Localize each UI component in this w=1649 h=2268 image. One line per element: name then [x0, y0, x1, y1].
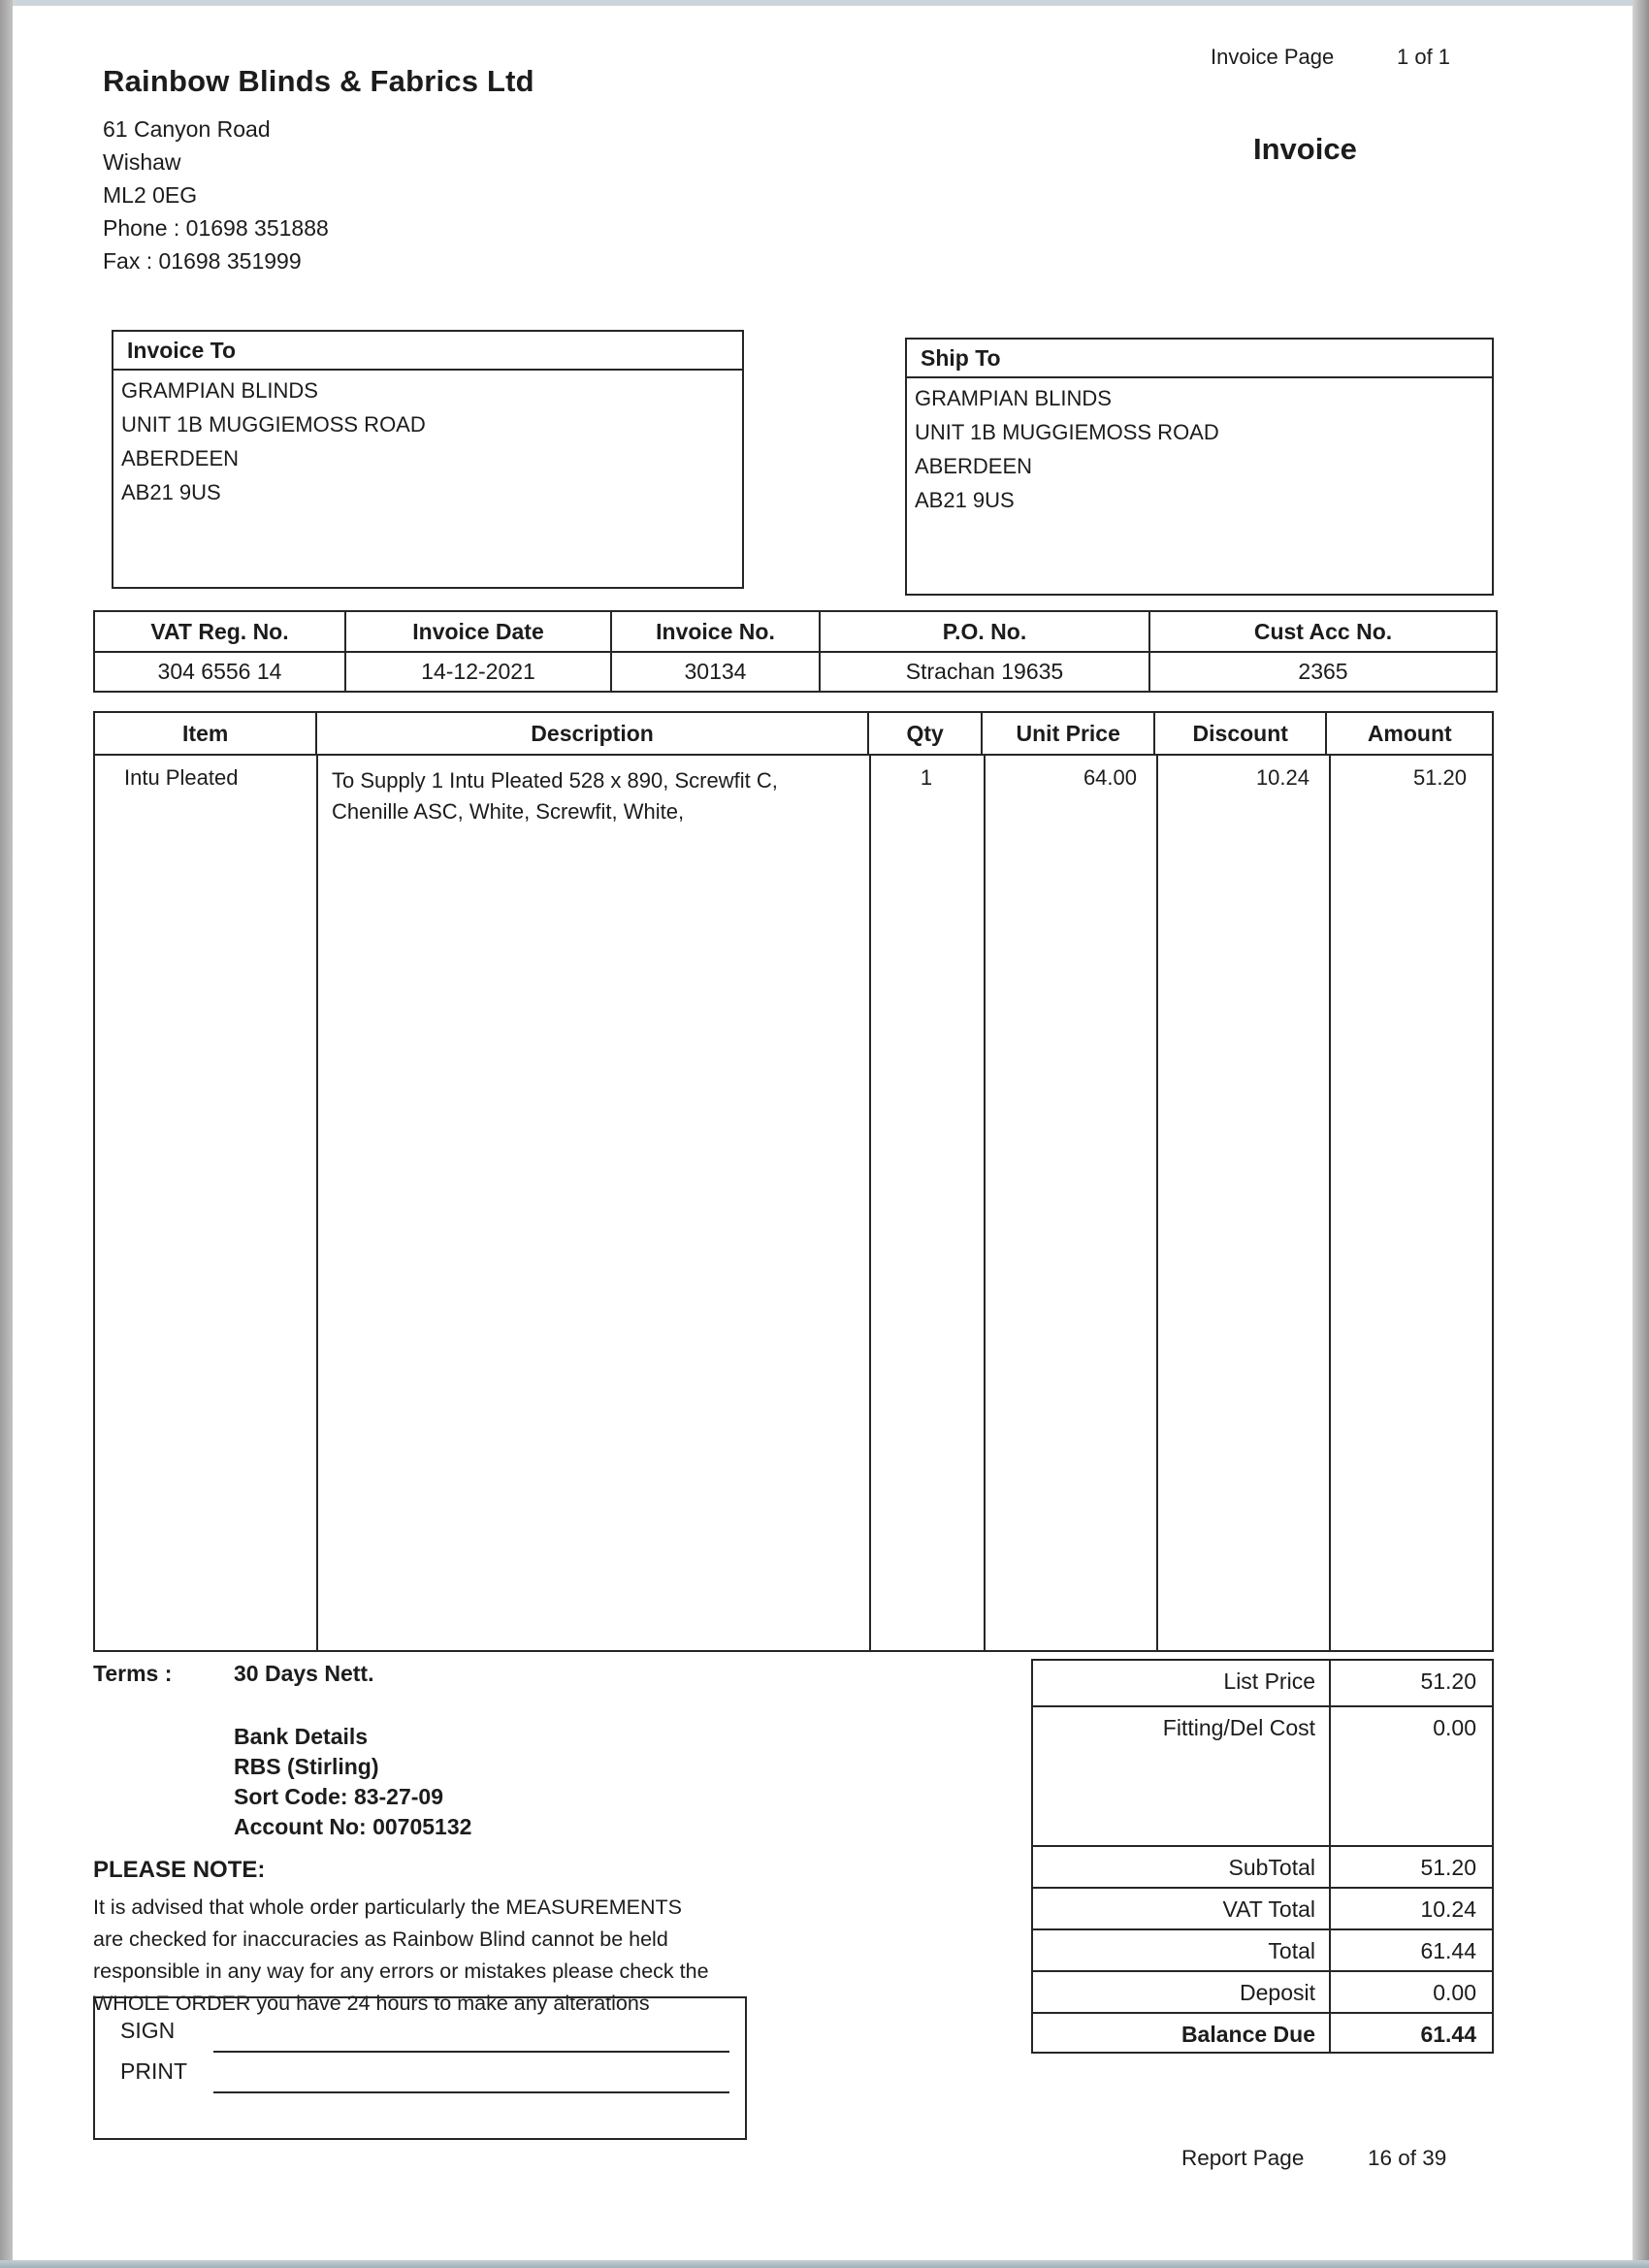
item-cell-discount: 10.24 [1255, 765, 1310, 790]
scan-edge-top [0, 0, 1649, 6]
ship-to-address [907, 378, 1492, 517]
totals-row-deposit [1033, 1972, 1492, 2014]
totals-row-balance-due [1033, 2014, 1492, 2052]
item-cell-amount: 51.20 [1412, 765, 1467, 790]
company-phone: Phone : 01698 351888 [103, 215, 329, 241]
bank-account-no: Account No: 00705132 [234, 1814, 472, 1839]
ship-to-line: GRAMPIAN BLINDS [915, 386, 1112, 410]
meta-header-invoice-no: Invoice No. [612, 612, 821, 653]
bank-details-block [234, 1722, 471, 1842]
meta-value-cust-acc-no: 2365 [1298, 659, 1348, 684]
line-items-table [93, 711, 1494, 1652]
totals-label: Fitting/Del Cost [1033, 1707, 1331, 1845]
ship-to-label: Ship To [907, 340, 1492, 378]
totals-row-subtotal [1033, 1847, 1492, 1889]
column-divider [316, 756, 318, 1650]
item-description-line: To Supply 1 Intu Pleated 528 x 890, Screwfit C, [332, 768, 778, 793]
company-name: Rainbow Blinds & Fabrics Ltd [103, 64, 534, 98]
column-divider [1156, 756, 1158, 1650]
print-line [213, 2091, 729, 2093]
invoice-to-label: Invoice To [113, 332, 742, 371]
items-header-description: Description [317, 713, 868, 754]
company-fax: Fax : 01698 351999 [103, 248, 302, 274]
ship-to-line: AB21 9US [915, 488, 1015, 512]
column-divider [984, 756, 986, 1650]
totals-label: List Price [1033, 1661, 1331, 1705]
scan-edge-left [0, 0, 13, 2268]
totals-value: 10.24 [1420, 1896, 1476, 1922]
totals-value: 51.20 [1420, 1855, 1476, 1880]
company-address-block [103, 113, 329, 277]
totals-label: SubTotal [1033, 1847, 1331, 1887]
invoice-meta-table [93, 610, 1498, 693]
line-items-body [95, 756, 1492, 1650]
please-note-title: PLEASE NOTE: [93, 1857, 266, 1883]
ship-to-line: ABERDEEN [915, 454, 1033, 478]
invoice-page-label: Invoice Page [1211, 45, 1335, 69]
totals-label: VAT Total [1033, 1889, 1331, 1928]
bank-details-title: Bank Details [234, 1724, 369, 1749]
items-header-amount: Amount [1367, 720, 1452, 746]
company-address-line: 61 Canyon Road [103, 116, 271, 142]
items-header-discount: Discount [1155, 713, 1328, 754]
scan-edge-right [1633, 0, 1649, 2268]
ship-to-box [905, 338, 1494, 596]
report-page-value: 16 of 39 [1368, 2146, 1447, 2170]
item-cell-qty: 1 [920, 765, 933, 790]
item-cell-unit-price: 64.00 [1083, 765, 1137, 790]
meta-header-po-no: P.O. No. [821, 612, 1150, 653]
sign-label: SIGN [120, 2018, 176, 2043]
meta-value-po-no: Strachan 19635 [821, 653, 1150, 691]
invoice-to-address [113, 371, 742, 509]
totals-row-list-price [1033, 1661, 1492, 1707]
document-title: Invoice [1253, 132, 1357, 166]
totals-label: Balance Due [1033, 2014, 1331, 2052]
report-page-label: Report Page [1181, 2146, 1305, 2170]
invoice-to-box [112, 330, 744, 589]
invoice-to-line: AB21 9US [121, 480, 221, 504]
terms-value: 30 Days Nett. [234, 1661, 374, 1686]
item-cell-description [332, 765, 863, 827]
terms-label: Terms : [93, 1661, 173, 1686]
meta-value-invoice-no: 30134 [612, 653, 821, 691]
meta-value-invoice-date: 14-12-2021 [346, 653, 612, 691]
totals-value: 61.44 [1420, 2022, 1476, 2047]
meta-value-vat-reg: 304 6556 14 [95, 653, 346, 691]
signature-box [93, 1996, 747, 2140]
item-description-line: Chenille ASC, White, Screwfit, White, [332, 799, 685, 824]
items-header-qty: Qty [869, 713, 984, 754]
sign-line [213, 2051, 729, 2053]
totals-value: 61.44 [1420, 1938, 1476, 1963]
invoice-to-line: GRAMPIAN BLINDS [121, 378, 318, 403]
company-address-line: Wishaw [103, 149, 181, 175]
totals-label: Total [1033, 1930, 1331, 1970]
invoice-page-value: 1 of 1 [1397, 45, 1451, 69]
totals-value: 0.00 [1433, 1715, 1476, 1740]
meta-header-cust-acc-no: Cust Acc No. [1150, 612, 1496, 653]
totals-row-fitting-del-cost [1033, 1707, 1492, 1847]
ship-to-line: UNIT 1B MUGGIEMOSS ROAD [915, 420, 1219, 444]
please-note-body: It is advised that whole order particularly the MEASUREMENTS are checked for inaccuracies as Rainbow Blind cannot be held responsible in any way for any errors or mistakes please check the WHOLE ORDER you have 24 hours to make any alterations [93, 1895, 709, 2015]
items-header-item: Item [95, 713, 317, 754]
totals-box [1031, 1659, 1494, 2054]
column-divider [869, 756, 871, 1650]
column-divider [1329, 756, 1331, 1650]
invoice-to-line: UNIT 1B MUGGIEMOSS ROAD [121, 412, 426, 437]
meta-header-invoice-date: Invoice Date [346, 612, 612, 653]
print-label: PRINT [120, 2058, 187, 2084]
scan-edge-bottom [0, 2260, 1649, 2268]
totals-row-vat-total [1033, 1889, 1492, 1930]
totals-value: 51.20 [1420, 1669, 1476, 1694]
meta-header-vat-reg: VAT Reg. No. [95, 612, 346, 653]
totals-label: Deposit [1033, 1972, 1331, 2012]
totals-value: 0.00 [1433, 1980, 1476, 2005]
bank-sort-code: Sort Code: 83-27-09 [234, 1784, 444, 1809]
item-cell-name: Intu Pleated [124, 765, 239, 790]
items-header-unit-price: Unit Price [983, 713, 1155, 754]
company-address-line: ML2 0EG [103, 182, 198, 208]
invoice-to-line: ABERDEEN [121, 446, 240, 470]
line-items-header-row [95, 713, 1492, 756]
totals-row-total [1033, 1930, 1492, 1972]
bank-name: RBS (Stirling) [234, 1754, 379, 1779]
